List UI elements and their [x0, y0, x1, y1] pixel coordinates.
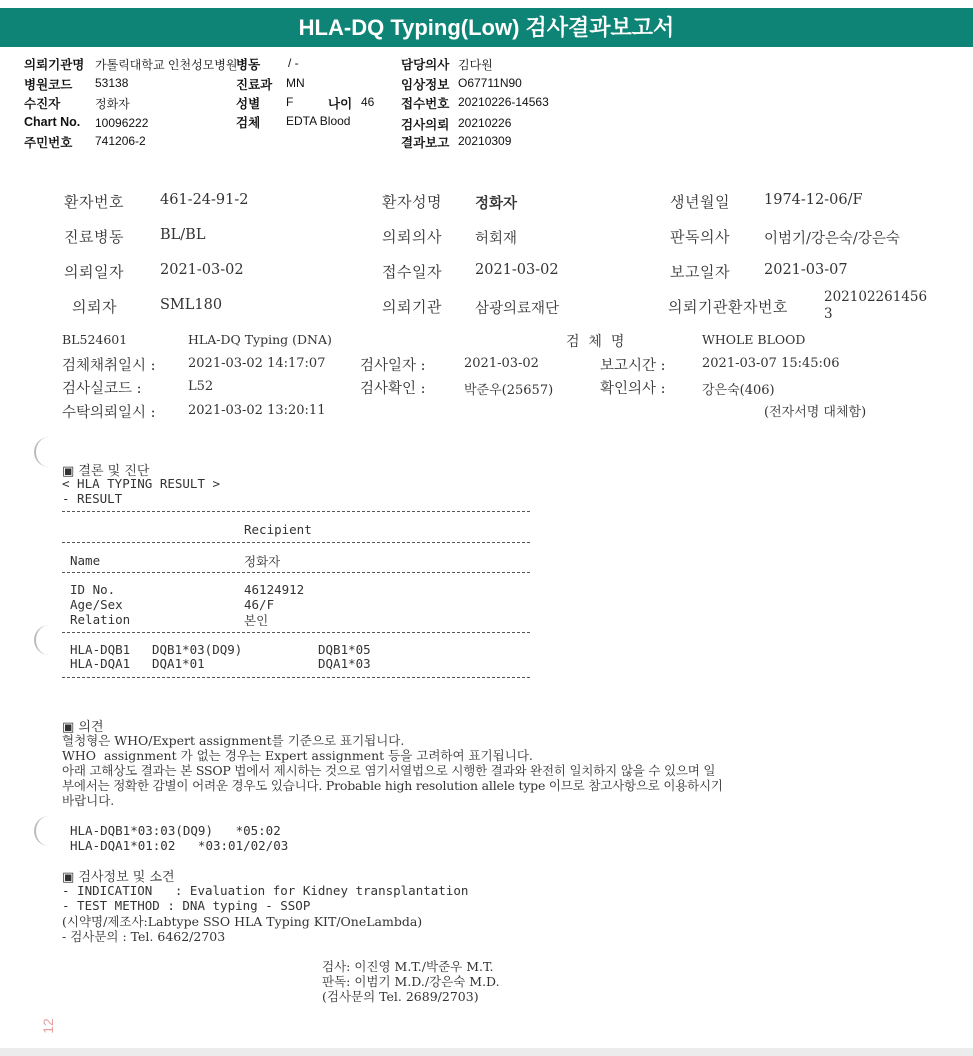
id-value: 46124912: [244, 582, 305, 597]
report-title: HLA-DQ Typing(Low) 검사결과보고서: [0, 8, 973, 47]
org-patient-no-label: 의뢰기관환자번호: [668, 298, 788, 316]
request-date-value: 20210226: [458, 116, 512, 130]
referring-doctor-value: 허회재: [475, 231, 518, 247]
resident-no-label: 주민번호: [24, 136, 73, 150]
testinfo-line: (시약명/제조사:Labtype SSO HLA Typing KIT/OneLambda): [62, 914, 423, 929]
punch-hole: [34, 437, 52, 467]
requester-label: 의뢰자: [72, 298, 117, 316]
relation-value: 본인: [244, 613, 269, 628]
high-res-dqb1: HLA-DQB1*03:03(DQ9) *05:02: [70, 823, 281, 838]
receipt-no-label: 접수번호: [401, 97, 450, 111]
opinion-line: 부에서는 정확한 감별이 어려운 경우도 있습니다. Probable high resolution allele type 이므로 참고사항으로 이용하시기: [62, 778, 723, 793]
relation-label: Relation: [70, 612, 131, 627]
birth-value: 1974-12-06/F: [764, 192, 863, 208]
opinion-line: 아래 고해상도 결과는 본 SSOP 법에서 제시하는 것으로 염기서열법으로 시행한 결과와 완전히 일치하지 않을 수 있으며 일: [62, 763, 716, 778]
specimen-label: 검체: [236, 116, 261, 130]
test-code: BL524601: [62, 332, 128, 347]
bottom-strip: [0, 1048, 973, 1056]
org-patient-no-value: 202102261456: [824, 289, 928, 305]
collect-time-value: 2021-03-02 14:17:07: [188, 356, 326, 371]
hospital-label: 의뢰기관명: [24, 58, 85, 72]
confirm-doctor-label: 확인의사 :: [600, 381, 666, 397]
dqa1-label: HLA-DQA1: [70, 656, 131, 671]
test-confirm-value: 박준우(25657): [464, 383, 554, 398]
test-date-value: 2021-03-02: [464, 356, 539, 371]
report-time-value: 2021-03-07 15:45:06: [702, 356, 840, 371]
age-value: 46: [361, 95, 375, 109]
header-panel: [0, 47, 973, 165]
confirm-doctor-value: 강은숙(406): [702, 383, 775, 398]
result-label: - RESULT: [62, 491, 123, 506]
ward-info-label: 진료병동: [64, 228, 124, 246]
signature-line: (검사문의 Tel. 2689/2703): [322, 989, 479, 1004]
physician-value: 김다원: [458, 58, 493, 72]
report-date-info-label: 보고일자: [670, 263, 730, 281]
specimen-name-value: WHOLE BLOOD: [702, 332, 806, 347]
referring-doctor-label: 의뢰의사: [382, 228, 442, 246]
requesting-org-value: 삼광의료재단: [475, 301, 560, 317]
esign-note: (전자서명 대체함): [764, 405, 867, 420]
result-section-title: ▣ 결론 및 진단: [62, 464, 150, 479]
opinion-line: 혈청형은 WHO/Expert assignment를 기준으로 표기됩니다.: [62, 733, 405, 748]
report-date-label: 결과보고: [401, 136, 450, 150]
physician-label: 담당의사: [401, 58, 450, 72]
lab-code-value: L52: [188, 379, 214, 394]
chart-no-label: Chart No.: [24, 115, 81, 129]
hospital-value: 가톨릭대학교 인천성모병원: [95, 58, 238, 72]
opinion-line: WHO assignment 가 없는 경우는 Expert assignment 등을 고려하여 표기됩니다.: [62, 748, 533, 763]
recipient-header: Recipient: [244, 522, 312, 537]
chart-no-value: 10096222: [95, 116, 149, 130]
receipt-date-label: 접수일자: [382, 263, 442, 281]
report-date-info-value: 2021-03-07: [764, 262, 848, 278]
patient-value: 정화자: [95, 97, 130, 111]
reading-doctor-value: 이범기/강은숙/강은숙: [764, 231, 900, 247]
name-label: Name: [70, 553, 101, 568]
department-label: 진료과: [236, 78, 273, 92]
result-subtitle: < HLA TYPING RESULT >: [62, 476, 221, 491]
request-date-label: 검사의뢰: [401, 118, 450, 132]
age-sex-value: 46/F: [244, 597, 275, 612]
dqb1-allele-2: DQB1*05: [318, 642, 371, 657]
consign-time-label: 수탁의뢰일시 :: [62, 405, 156, 421]
age-label: 나이: [328, 97, 353, 111]
testinfo-section-title: ▣ 검사정보 및 소견: [62, 870, 175, 885]
patient-label: 수진자: [24, 97, 61, 111]
test-date-label: 검사일자 :: [360, 358, 426, 374]
divider: [62, 632, 530, 633]
requesting-org-label: 의뢰기관: [382, 298, 442, 316]
testinfo-line: - TEST METHOD : DNA typing - SSOP: [62, 898, 311, 913]
lab-code-label: 검사실코드 :: [62, 381, 142, 397]
ward-label: 병동: [236, 58, 261, 72]
report-date-value: 20210309: [458, 134, 512, 148]
divider: [62, 677, 530, 678]
patient-no-value: 461-24-91-2: [160, 192, 249, 208]
ward-info-value: BL/BL: [160, 227, 206, 243]
test-name: HLA-DQ Typing (DNA): [188, 332, 332, 347]
collect-time-label: 검체채취일시 :: [62, 358, 156, 374]
punch-hole: [34, 816, 52, 846]
signature-line: 검사: 이진영 M.T./박준우 M.T.: [322, 959, 494, 974]
hospital-code-label: 병원코드: [24, 78, 73, 92]
specimen-name-label: 검 체 명: [566, 334, 625, 350]
high-res-dqa1: HLA-DQA1*01:02 *03:01/02/03: [70, 838, 289, 853]
resident-no-value: 741206-2: [95, 134, 146, 148]
page-number: 12: [39, 1018, 56, 1034]
specimen-value: EDTA Blood: [286, 114, 351, 128]
divider: [62, 542, 530, 543]
department-value: MN: [286, 76, 305, 90]
sex-label: 성별: [236, 97, 261, 111]
id-label: ID No.: [70, 582, 116, 597]
testinfo-line: - INDICATION : Evaluation for Kidney transplantation: [62, 883, 469, 898]
receipt-no-value: 20210226-14563: [458, 95, 549, 109]
divider: [62, 572, 530, 573]
consign-time-value: 2021-03-02 13:20:11: [188, 403, 326, 418]
patient-name-value: 정화자: [475, 195, 518, 212]
divider: [62, 511, 530, 512]
dqb1-allele-1: DQB1*03(DQ9): [152, 642, 243, 657]
opinion-section-title: ▣ 의견: [62, 720, 104, 735]
sex-value: F: [286, 95, 294, 109]
dqa1-allele-1: DQA1*01: [152, 656, 205, 671]
request-date-info-label: 의뢰일자: [64, 263, 124, 281]
testinfo-line: - 검사문의 : Tel. 6462/2703: [62, 929, 226, 944]
clinical-info-value: O67711N90: [458, 76, 522, 90]
requester-value: SML180: [160, 297, 223, 313]
name-value: 정화자: [244, 554, 281, 569]
birth-label: 생년월일: [670, 193, 730, 211]
patient-name-label: 환자성명: [382, 193, 442, 211]
patient-no-label: 환자번호: [64, 193, 124, 211]
report-time-label: 보고시간 :: [600, 358, 666, 374]
ward-value: / -: [288, 56, 299, 70]
age-sex-label: Age/Sex: [70, 597, 123, 612]
hospital-code-value: 53138: [95, 76, 129, 90]
receipt-date-value: 2021-03-02: [475, 262, 559, 278]
org-patient-no-tail: 3: [824, 306, 833, 322]
scanned-report: [0, 165, 973, 1050]
dqb1-label: HLA-DQB1: [70, 642, 131, 657]
reading-doctor-label: 판독의사: [670, 228, 730, 246]
dqa1-allele-2: DQA1*03: [318, 656, 371, 671]
clinical-info-label: 임상정보: [401, 78, 450, 92]
request-date-info-value: 2021-03-02: [160, 262, 244, 278]
opinion-line: 바랍니다.: [62, 793, 115, 808]
signature-line: 판독: 이범기 M.D./강은숙 M.D.: [322, 974, 500, 989]
punch-hole: [34, 625, 52, 655]
test-confirm-label: 검사확인 :: [360, 381, 426, 397]
